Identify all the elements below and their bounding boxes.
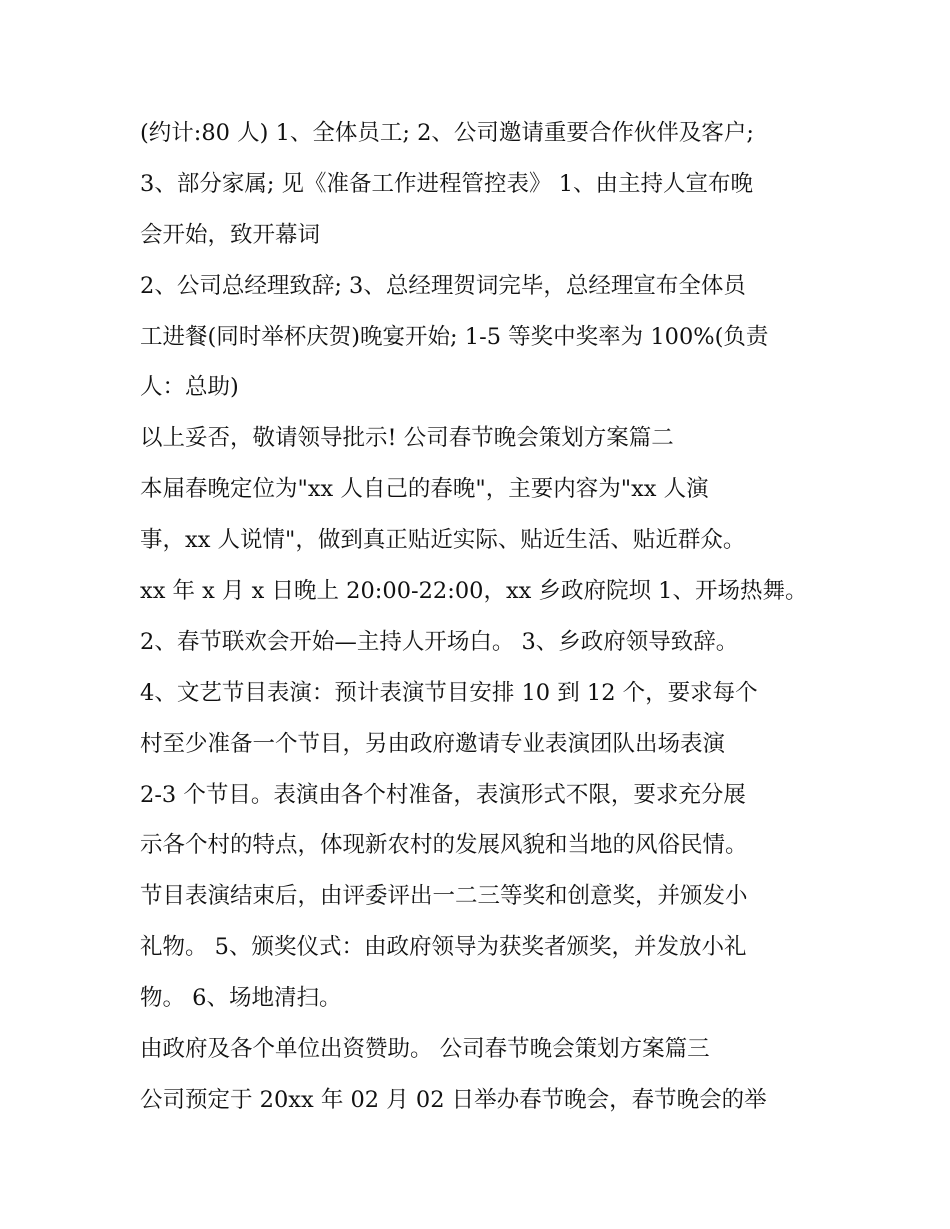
text-line-16: 节目表演结束后，由评委评出一二三等奖和创意奖，并颁发小 <box>140 883 748 910</box>
text-line-12: 4、文艺节目表演：预计表演节目安排 10 到 12 个，要求每个 <box>140 679 758 706</box>
text-line-14: 2-3 个节目。表演由各个村准备，表演形式不限，要求充分展 <box>140 781 746 808</box>
text-line-5: 工进餐(同时举杯庆贺)晚宴开始; 1-5 等奖中奖率为 100%(负责 <box>140 323 769 350</box>
text-line-8: 本届春晚定位为"xx 人自己的春晚"，主要内容为"xx 人演 <box>140 476 709 503</box>
body-text <box>140 108 830 1126</box>
text-line-10: xx 年 x 月 x 日晚上 20:00-22:00，xx 乡政府院坝 1、开场热舞。 <box>140 578 808 605</box>
text-line-2: 3、部分家属; 见《准备工作进程管控表》 1、由主持人宣布晚 <box>140 170 754 197</box>
text-line-3: 会开始，致开幕词 <box>140 221 321 248</box>
text-line-18: 物。 6、场地清扫。 <box>140 985 342 1012</box>
text-line-13: 村至少准备一个节目，另由政府邀请专业表演团队出场表演 <box>140 730 726 757</box>
text-line-17: 礼物。 5、颁奖仪式：由政府领导为获奖者颁奖，并发放小礼 <box>140 934 747 961</box>
text-line-7: 以上妥否，敬请领导批示! 公司春节晚会策划方案篇二 <box>140 425 674 452</box>
text-line-20: 公司预定于 20xx 年 02 月 02 日举办春节晚会，春节晚会的举 <box>140 1086 767 1113</box>
text-line-4: 2、公司总经理致辞; 3、总经理贺词完毕，总经理宣布全体员 <box>140 272 746 299</box>
text-line-11: 2、春节联欢会开始—主持人开场白。 3、乡政府领导致辞。 <box>140 628 739 655</box>
text-line-1: (约计:80 人) 1、全体员工; 2、公司邀请重要合作伙伴及客户; <box>140 120 755 146</box>
text-line-19: 由政府及各个单位出资赞助。 公司春节晚会策划方案篇三 <box>140 1036 710 1063</box>
text-line-6: 人：总助) <box>140 374 239 401</box>
text-line-9: 事，xx 人说情"，做到真正贴近实际、贴近生活、贴近群众。 <box>140 527 746 554</box>
text-line-15: 示各个村的特点，体现新农村的发展风貌和当地的风俗民情。 <box>140 832 748 859</box>
